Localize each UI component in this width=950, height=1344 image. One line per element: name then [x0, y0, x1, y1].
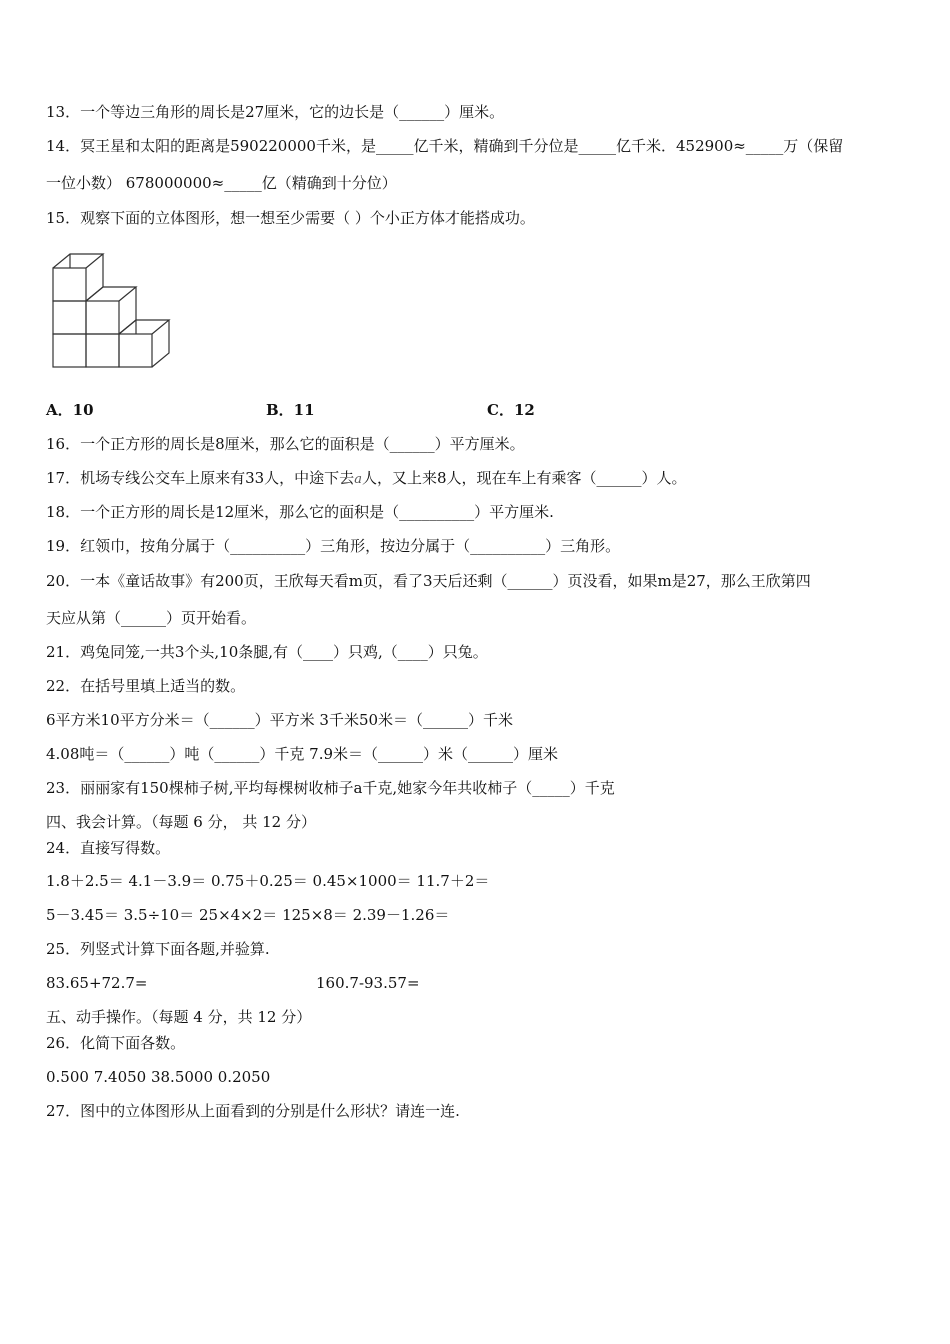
- question-16: 16．一个正方形的周长是8厘米，那么它的面积是（______）平方厘米。: [46, 435, 525, 453]
- question-20-line1: 20．一本《童话故事》有200页，王欣每天看m页，看了3天后还剩（______）页没看，如果m是27，那么王欣第四: [46, 572, 811, 590]
- variable-a: a: [354, 472, 362, 487]
- option-a[interactable]: A．10: [46, 401, 94, 419]
- question-17: [46, 468, 687, 490]
- question-20-line2: 天应从第（______）页开始看。: [46, 609, 257, 627]
- question-14-line2: 一位小数） 678000000≈_____亿（精确到十分位）: [46, 174, 397, 192]
- question-17-text-after: 人，又上来8人，现在车上有乘客（______）人。: [361, 469, 687, 487]
- section-4-title: 四、我会计算。（每题 6 分， 共 12 分）: [46, 813, 316, 831]
- question-21: 21．鸡兔同笼,一共3个头,10条腿,有（____）只鸡,（____）只兔。: [46, 643, 488, 661]
- section-5-title: 五、动手操作。（每题 4 分，共 12 分）: [46, 1008, 312, 1026]
- question-26: 26．化简下面各数。: [46, 1034, 186, 1052]
- question-23: 23．丽丽家有150棵柿子树,平均每棵树收柿子a千克,她家今年共收柿子（_____）千克: [46, 779, 615, 797]
- question-25: 25．列竖式计算下面各题,并验算.: [46, 940, 270, 958]
- question-26-numbers: 0.500 7.4050 38.5000 0.2050: [46, 1068, 271, 1086]
- question-15: 15．观察下面的立体图形，想一想至少需要（ ）个小正方体才能搭成功。: [46, 209, 535, 227]
- cube-stack-figure: [50, 240, 190, 370]
- question-22-line2: 4.08吨＝（______）吨（______）千克 7.9米＝（______）米（______）厘米: [46, 745, 559, 763]
- question-18: 18．一个正方形的周长是12厘米，那么它的面积是（__________）平方厘米.: [46, 503, 554, 521]
- question-25-expr1: 83.65+72.7=: [46, 974, 148, 992]
- option-c[interactable]: C．12: [487, 401, 535, 419]
- question-22-line1: 6平方米10平方分米＝（______）平方米 3千米50米＝（______）千米: [46, 711, 514, 729]
- question-19: 19．红领巾，按角分属于（__________）三角形，按边分属于（__________）三角形。: [46, 537, 621, 555]
- question-13: 13．一个等边三角形的周长是27厘米，它的边长是（______）厘米。: [46, 103, 505, 121]
- question-14-line1: 14．冥王星和太阳的距离是590220000千米，是_____亿千米，精确到千分位是_____亿千米．452900≈_____万（保留: [46, 137, 844, 155]
- question-24-line2: 5－3.45＝ 3.5÷10＝ 25×4×2＝ 125×8＝ 2.39－1.26＝: [46, 906, 450, 924]
- question-25-expr2: 160.7-93.57=: [316, 974, 420, 992]
- question-22: 22．在括号里填上适当的数。: [46, 677, 246, 695]
- question-17-text-before: 17．机场专线公交车上原来有33人，中途下去: [46, 469, 355, 487]
- question-24-line1: 1.8＋2.5＝ 4.1－3.9＝ 0.75＋0.25＝ 0.45×1000＝ 11.7＋2＝: [46, 872, 490, 890]
- option-b[interactable]: B．11: [266, 401, 315, 419]
- question-24: 24．直接写得数。: [46, 839, 171, 857]
- question-27: 27．图中的立体图形从上面看到的分别是什么形状？请连一连.: [46, 1102, 460, 1120]
